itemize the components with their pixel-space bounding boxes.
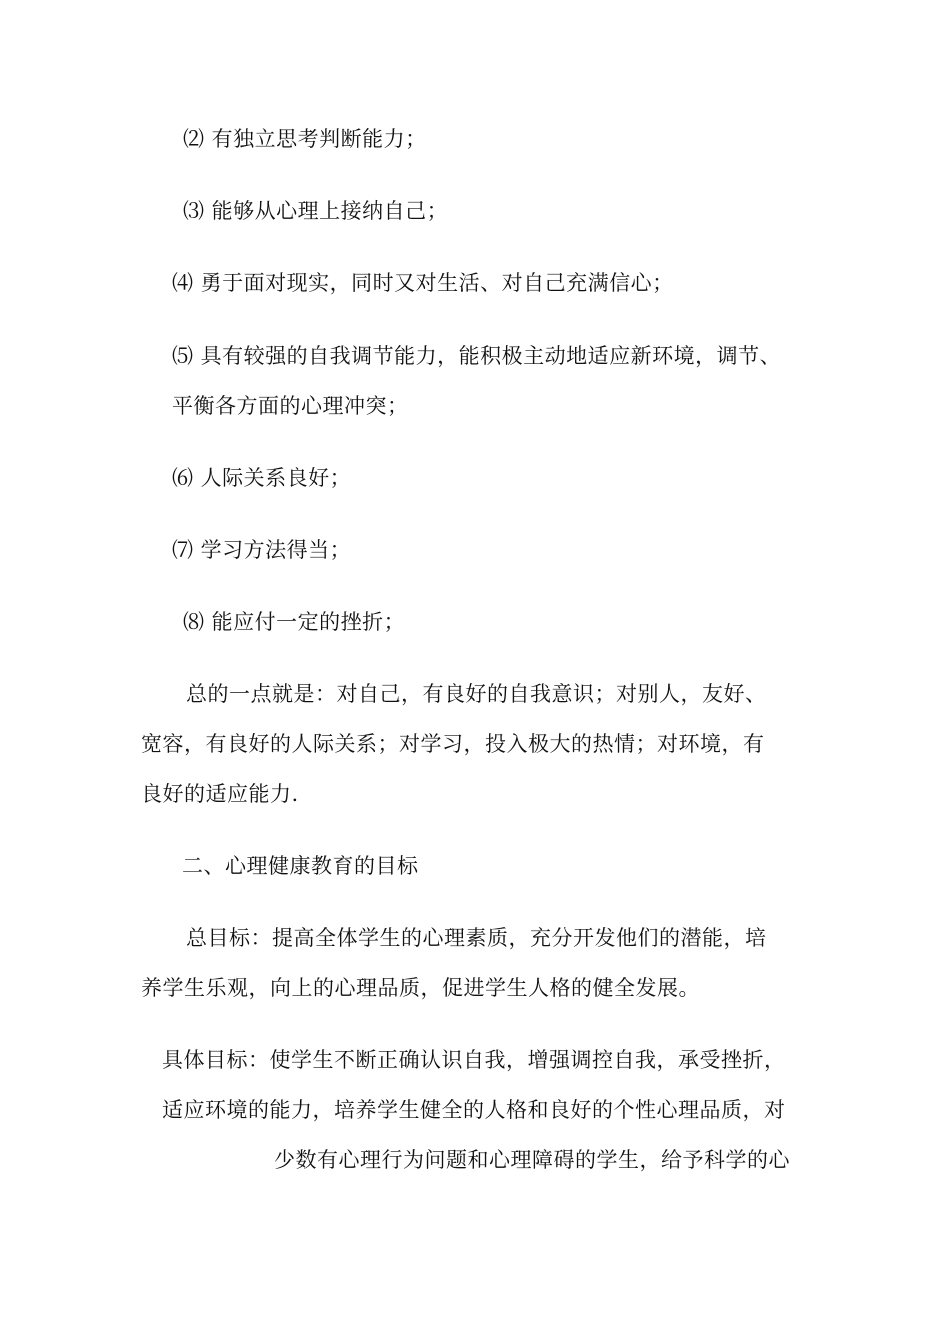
list-item-6: ⑹ 人际关系良好； (172, 466, 352, 490)
specific-goal-line-2: 适应环境的能力，培养学生健全的人格和良好的个性心理品质，对 (162, 1098, 786, 1122)
summary-line-1: 总的一点就是：对自己，有良好的自我意识；对别人，友好、 (186, 682, 767, 706)
specific-goal-line-3: 少数有心理行为问题和心理障碍的学生，给予科学的心 (274, 1148, 790, 1172)
summary-line-2: 宽容，有良好的人际关系；对学习，投入极大的热情；对环境，有 (141, 732, 765, 756)
summary-line-3: 良好的适应能力. (141, 782, 299, 806)
list-item-5-line-2: 平衡各方面的心理冲突； (172, 394, 409, 418)
overall-goal-line-2: 养学生乐观，向上的心理品质，促进学生人格的健全发展。 (141, 976, 700, 1000)
list-item-7: ⑺ 学习方法得当； (172, 538, 352, 562)
list-item-5-line-1: ⑸ 具有较强的自我调节能力，能积极主动地适应新环境，调节、 (172, 344, 782, 368)
overall-goal-line-1: 总目标：提高全体学生的心理素质，充分开发他们的潜能，培 (186, 926, 767, 950)
list-item-3: ⑶ 能够从心理上接纳自己； (183, 199, 449, 223)
specific-goal-line-1: 具体目标：使学生不断正确认识自我，增强调控自我，承受挫折， (162, 1048, 786, 1072)
section-heading: 二、心理健康教育的目标 (182, 854, 419, 878)
list-item-2: ⑵ 有独立思考判断能力； (183, 127, 427, 151)
list-item-8: ⑻ 能应付一定的挫折； (183, 610, 406, 634)
list-item-4: ⑷ 勇于面对现实，同时又对生活、对自己充满信心； (172, 271, 674, 295)
